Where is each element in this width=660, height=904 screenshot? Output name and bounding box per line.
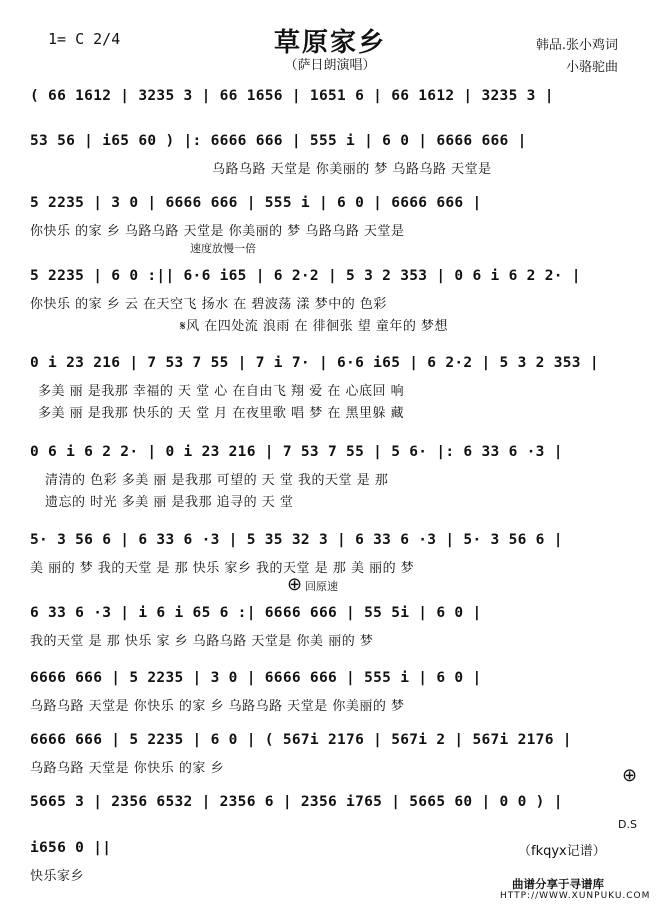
- notes-row: 6 33 6 ·3 | i 6 i 65 6 :| 6666 666 | 55 5i | 6 0 |: [30, 605, 482, 621]
- notes-row: 6666 666 | 5 2235 | 3 0 | 6666 666 | 555 i | 6 0 |: [30, 670, 482, 686]
- notes-row: i656 0 ||: [30, 840, 112, 856]
- notes-row: 5· 3 56 6 | 6 33 6 ·3 | 5 35 32 3 | 6 33 6 ·3 | 5· 3 56 6 |: [30, 532, 563, 548]
- lyrics-line: 多美 丽 是我那 幸福的 天 堂 心 在自由飞 翔 爱 在 心底回 响: [38, 384, 405, 399]
- notes-row: ( 66 1612 | 3235 3 | 66 1656 | 1651 6 | 66 1612 | 3235 3 |: [30, 88, 554, 104]
- composer: 小骆驼曲: [565, 60, 618, 75]
- notes-row: 53 56 | i65 60 ) |: 6666 666 | 555 i | 6 0 | 6666 666 |: [30, 133, 527, 149]
- notes-row: 5665 3 | 2356 6532 | 2356 6 | 2356 i765 | 5665 60 | 0 0 ) |: [30, 794, 563, 810]
- watermark-line-2: HTTP://WWW.XUNPUKU.COM: [500, 891, 651, 901]
- tempo-annotation: 速度放慢一倍: [190, 242, 256, 255]
- lyrics-line: 美 丽的 梦 我的天堂 是 那 快乐 家乡 我的天堂 是 那 美 丽的 梦: [30, 561, 415, 576]
- lyrics-line: 乌路乌路 天堂是 你美丽的 梦 乌路乌路 天堂是: [212, 162, 492, 177]
- lyrics-line: 你快乐 的家 乡 乌路乌路 天堂是 你美丽的 梦 乌路乌路 天堂是: [30, 224, 405, 239]
- lyrics-line: 乌路乌路 天堂是 你快乐 的家 乡: [30, 761, 225, 776]
- coda-sign: ⊕: [622, 765, 638, 786]
- watermark-line-1: 曲谱分享于寻谱库: [512, 877, 604, 891]
- subtitle: （萨日朗演唱）: [284, 58, 376, 73]
- page-title: 草原家乡: [273, 28, 386, 58]
- lyrics-line: 清清的 色彩 多美 丽 是我那 可望的 天 堂 我的天堂 是 那: [45, 473, 389, 488]
- lyrics-line: 你快乐 的家 乡 云 在天空飞 扬水 在 碧波荡 漾 梦中的 色彩: [30, 297, 387, 312]
- lyrics-line: 𝄋风 在四处流 浪雨 在 徘徊张 望 童年的 梦想: [180, 319, 449, 334]
- tempo-annotation: 回原速: [305, 580, 338, 593]
- coda-sign: ⊕: [287, 574, 303, 595]
- notes-row: 5 2235 | 6 0 :|| 6·6 i65 | 6 2·2 | 5 3 2 353 | 0 6 i 6 2 2· |: [30, 268, 581, 284]
- lyrics-line: 遗忘的 时光 多美 丽 是我那 追寻的 天 堂: [45, 495, 294, 510]
- notes-row: 0 6 i 6 2 2· | 0 i 23 216 | 7 53 7 55 | 5 6· |: 6 33 6 ·3 |: [30, 444, 563, 460]
- notes-row: 5 2235 | 3 0 | 6666 666 | 555 i | 6 0 | 6666 666 |: [30, 195, 482, 211]
- lyricist: 韩品.张小鸡词: [535, 38, 618, 53]
- notes-row: 6666 666 | 5 2235 | 6 0 | ( 567i 2176 | 567i 2 | 567i 2176 |: [30, 732, 572, 748]
- notes-row: 0 i 23 216 | 7 53 7 55 | 7 i 7· | 6·6 i65 | 6 2·2 | 5 3 2 353 |: [30, 355, 599, 371]
- key-signature: 1= C 2/4: [48, 30, 121, 48]
- lyrics-line: 乌路乌路 天堂是 你快乐 的家 乡 乌路乌路 天堂是 你美丽的 梦: [30, 699, 405, 714]
- lyrics-line: 我的天堂 是 那 快乐 家 乡 乌路乌路 天堂是 你美 丽的 梦: [30, 634, 374, 649]
- transcriber-note: （fkqyx记谱）: [518, 844, 606, 859]
- lyrics-line: 快乐家乡: [30, 869, 85, 884]
- lyrics-line: 多美 丽 是我那 快乐的 天 堂 月 在夜里歌 唱 梦 在 黑里躲 藏: [38, 406, 405, 421]
- ds-mark: D.S: [618, 818, 637, 831]
